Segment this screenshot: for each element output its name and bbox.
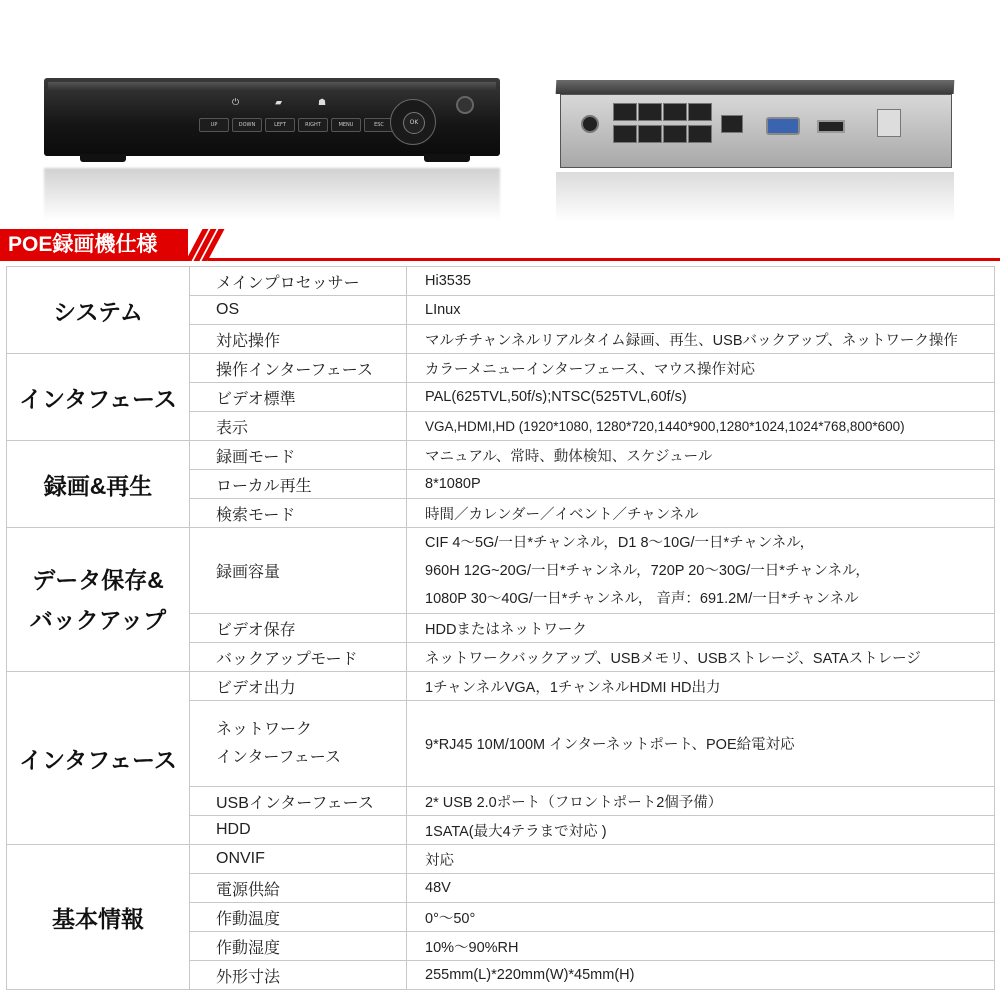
hdmi-port-icon [817,120,845,133]
spec-value: 1チャンネルVGA，1チャンネルHDMI HD出力 [407,672,995,701]
front-button-left: LEFT [265,118,295,132]
uplink-port-icon [721,115,743,133]
category-cell: 基本情報 [7,845,190,990]
power-jack-icon [581,115,599,133]
section-title: POE録画機仕様 [8,233,158,256]
poe-ports [613,103,710,143]
spec-value: 1SATA(最大4テラまで対応 ) [407,816,995,845]
category-cell: インタフェース [7,672,190,845]
spec-label: ONVIF [190,845,407,874]
spec-value: 2* USB 2.0ポート（フロントポート2個予備） [407,787,995,816]
spec-label: 外形寸法 [190,961,407,990]
rj45-port-icon [613,103,637,121]
spec-value: 9*RJ45 10M/100M インターネットポート、POE給電対応 [407,701,995,787]
spec-label: 操作インターフェース [190,354,407,383]
power-icon: ⏻ [232,98,240,108]
section-banner [0,229,1000,261]
spec-value: 8*1080P [407,470,995,499]
table-row [7,528,995,614]
record-icon: ▰ [275,98,283,108]
spec-label: 対応操作 [190,325,407,354]
spec-label: メインプロセッサー [190,267,407,296]
spec-value: マニュアル、常時、動体検知、スケジュール [407,441,995,470]
spec-value: 48V [407,874,995,903]
spec-value-line: CIF 4～5G/一日*チャンネル，D1 8～10G/一日*チャンネル， [425,534,815,551]
spec-label [190,701,407,787]
spec-label-line: ネットワーク [216,720,313,738]
dvr-back-image [556,80,954,172]
back-reflection [556,172,954,222]
table-row [7,267,995,296]
spec-label: 電源供給 [190,874,407,903]
spec-value [407,528,995,614]
front-indicator-icons [232,98,326,108]
spec-value: 10%～90%RH [407,932,995,961]
rj45-port-icon [663,125,687,143]
spec-value: カラーメニューインターフェース、マウス操作対応 [407,354,995,383]
front-button-menu: MENU [331,118,361,132]
front-dpad [390,99,436,145]
spec-label: 録画モード [190,441,407,470]
product-photos [0,0,1000,228]
table-row [7,354,995,383]
spec-value: VGA,HDMI,HD (1920*1080, 1280*720,1440*900,1280*1024,1024*768,800*600) [407,412,995,441]
spec-label: HDD [190,816,407,845]
spec-label: バックアップモード [190,643,407,672]
rj45-port-icon [688,103,712,121]
rj45-port-icon [663,103,687,121]
spec-label: 作動湿度 [190,932,407,961]
rj45-port-icon [638,125,662,143]
device-foot [424,154,470,162]
front-ok-button: OK [403,112,425,134]
spec-value: ネットワークバックアップ、USBメモリ、USBストレージ、SATAストレージ [407,643,995,672]
spec-value: LInux [407,296,995,325]
spec-label: 作動温度 [190,903,407,932]
rj45-port-icon [638,103,662,121]
spec-value-line: 1080P 30～40G/一日*チャンネル， 音声：691.2M/一日*チャンネル [425,590,859,607]
usb-port-icon [877,109,901,137]
spec-label: USBインターフェース [190,787,407,816]
front-button-right: RIGHT [298,118,328,132]
spec-label-line: インターフェース [216,748,341,766]
table-row [7,845,995,874]
spec-value: 対応 [407,845,995,874]
spec-label: 録画容量 [190,528,407,614]
dvr-front-image [44,78,500,162]
front-reflection [44,168,500,220]
spec-label: OS [190,296,407,325]
category-line: データ保存& [32,566,164,593]
ir-sensor-icon [456,96,474,114]
spec-label: ビデオ標準 [190,383,407,412]
category-cell: 録画&再生 [7,441,190,528]
device-foot [80,154,126,162]
spec-value: 255mm(L)*220mm(W)*45mm(H) [407,961,995,990]
front-button-down: DOWN [232,118,262,132]
network-icon: ☗ [318,98,327,108]
spec-value-line: 960H 12G~20G/一日*チャンネル，720P 20～30G/一日*チャンネル， [425,562,870,579]
spec-value: 時間／カレンダー／イベント／チャンネル [407,499,995,528]
spec-label: ローカル再生 [190,470,407,499]
front-button-up: UP [199,118,229,132]
spec-value: 0°～50° [407,903,995,932]
spec-label: 表示 [190,412,407,441]
table-row [7,672,995,701]
spec-label: ビデオ出力 [190,672,407,701]
category-cell [7,528,190,672]
rj45-port-icon [613,125,637,143]
spec-value: PAL(625TVL,50f/s);NTSC(525TVL,60f/s) [407,383,995,412]
category-cell: インタフェース [7,354,190,441]
spec-table [6,266,995,990]
spec-label: 検索モード [190,499,407,528]
spec-value: Hi3535 [407,267,995,296]
spec-value: マルチチャンネルリアルタイム録画、再生、USBバックアップ、ネットワーク操作 [407,325,995,354]
category-line: バックアップ [29,606,167,633]
spec-value: HDDまたはネットワーク [407,614,995,643]
front-button-row [199,118,397,132]
rj45-port-icon [688,125,712,143]
table-row [7,441,995,470]
category-cell: システム [7,267,190,354]
vga-port-icon [766,117,800,135]
front-button-esc: ESC [364,118,394,132]
spec-label: ビデオ保存 [190,614,407,643]
